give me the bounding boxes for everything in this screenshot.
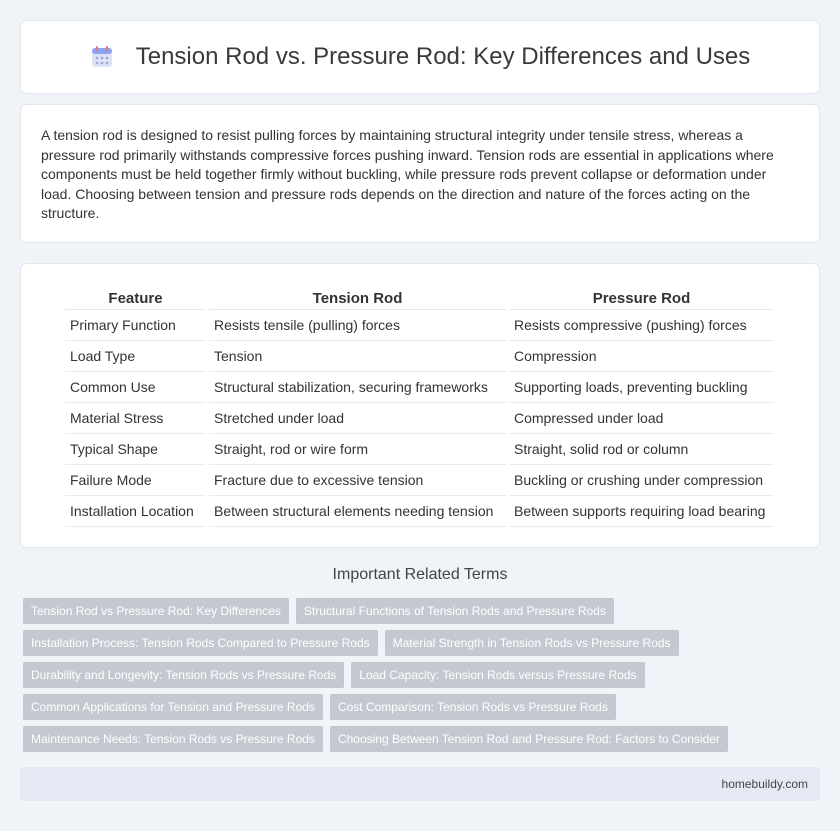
table-cell: Primary Function [65, 310, 206, 341]
table-header-row [65, 286, 774, 310]
table-row [65, 341, 774, 372]
header-feature: Feature [65, 286, 206, 310]
related-tag[interactable]: Durability and Longevity: Tension Rods vs Pressure Rods [23, 662, 344, 688]
table-row [65, 496, 774, 527]
related-tags [20, 598, 820, 752]
table-cell: Resists tensile (pulling) forces [209, 310, 506, 341]
related-tag[interactable]: Structural Functions of Tension Rods and Pressure Rods [296, 598, 614, 624]
table-cell: Material Stress [65, 403, 206, 434]
related-tag[interactable]: Tension Rod vs Pressure Rod: Key Differences [23, 598, 289, 624]
related-terms-section [20, 566, 820, 752]
table-cell: Between supports requiring load bearing [509, 496, 774, 527]
calendar-icon [90, 45, 114, 69]
table-cell: Straight, solid rod or column [509, 434, 774, 465]
table-cell: Resists compressive (pushing) forces [509, 310, 774, 341]
table-cell: Failure Mode [65, 465, 206, 496]
page-title: Tension Rod vs. Pressure Rod: Key Differences and Uses [135, 43, 751, 70]
table-cell: Compressed under load [509, 403, 774, 434]
site-name[interactable]: homebuildy.com [721, 777, 808, 791]
header-pressure-rod: Pressure Rod [509, 286, 774, 310]
table-row [65, 465, 774, 496]
table-cell: Compression [509, 341, 774, 372]
table-cell: Typical Shape [65, 434, 206, 465]
table-cell: Supporting loads, preventing buckling [509, 372, 774, 403]
table-cell: Stretched under load [209, 403, 506, 434]
table-cell: Fracture due to excessive tension [209, 465, 506, 496]
intro-card [20, 104, 820, 243]
related-tag[interactable]: Maintenance Needs: Tension Rods vs Pressure Rods [23, 726, 323, 752]
related-tag[interactable]: Cost Comparison: Tension Rods vs Pressure Rods [330, 694, 616, 720]
intro-text: A tension rod is designed to resist pulling forces by maintaining structural integrity under tensile stress, whereas a pressure rod primarily withstands compressive forces pushing inward. Tension rods are essential in applications where components must be held together firmly without buckling, while pressure rods prevent collapse or deformation under load. Choosing between tension and pressure rods depends on the direction and nature of the forces acting on the structure. [41, 127, 774, 221]
table-cell: Tension [209, 341, 506, 372]
related-tag[interactable]: Material Strength in Tension Rods vs Pressure Rods [385, 630, 679, 656]
comparison-card [20, 263, 820, 548]
related-terms-title: Important Related Terms [332, 566, 508, 583]
table-row [65, 434, 774, 465]
table-cell: Common Use [65, 372, 206, 403]
table-row [65, 372, 774, 403]
table-cell: Installation Location [65, 496, 206, 527]
table-cell: Load Type [65, 341, 206, 372]
table-cell: Straight, rod or wire form [209, 434, 506, 465]
related-tag[interactable]: Choosing Between Tension Rod and Pressure Rod: Factors to Consider [330, 726, 728, 752]
table-cell: Between structural elements needing tension [209, 496, 506, 527]
comparison-table [62, 286, 777, 527]
title-wrap [21, 21, 819, 93]
footer [20, 767, 820, 801]
header-tension-rod: Tension Rod [209, 286, 506, 310]
table-cell: Buckling or crushing under compression [509, 465, 774, 496]
table-row [65, 403, 774, 434]
related-tag[interactable]: Common Applications for Tension and Pressure Rods [23, 694, 323, 720]
related-tag[interactable]: Installation Process: Tension Rods Compared to Pressure Rods [23, 630, 378, 656]
table-cell: Structural stabilization, securing frameworks [209, 372, 506, 403]
related-tag[interactable]: Load Capacity: Tension Rods versus Pressure Rods [351, 662, 644, 688]
table-row [65, 310, 774, 341]
header-card [20, 20, 820, 94]
